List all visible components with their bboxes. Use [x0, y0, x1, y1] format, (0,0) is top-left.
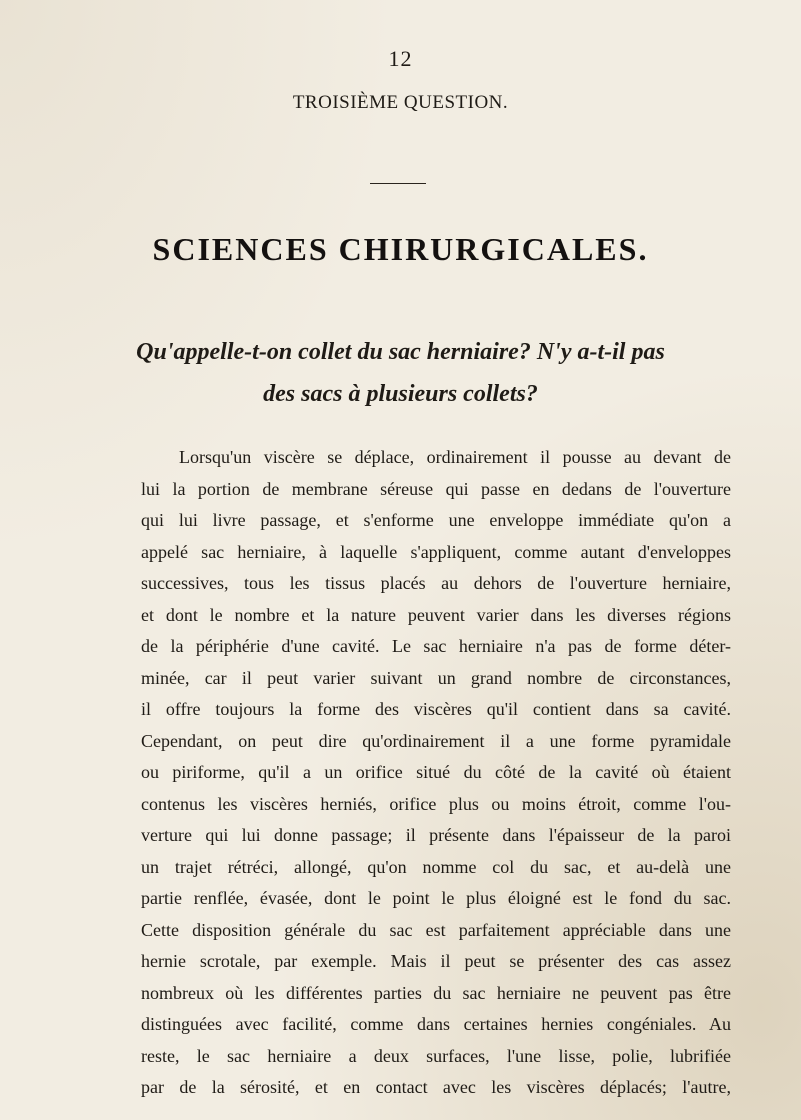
text-line: hernie scrotale, par exemple. Mais il peut se présenter des cas assez — [141, 951, 731, 971]
text-line: successives, tous les tissus placés au dehors de l'ouverture herniaire, — [141, 573, 731, 593]
text-line: ou piriforme, qu'il a un orifice situé du côté de la cavité où étaient — [141, 762, 731, 782]
text-line: minée, car il peut varier suivant un grand nombre de circonstances, — [141, 667, 731, 688]
text-line: Cette disposition générale du sac est parfaitement appréciable dans une — [141, 919, 731, 940]
text-line: reste, le sac herniaire a deux surfaces, l'une lisse, polie, lubrifiée — [141, 1045, 731, 1066]
section-heading: TROISIÈME QUESTION. — [292, 92, 509, 113]
question-heading — [0, 331, 801, 415]
body-paragraph — [141, 442, 731, 1104]
text-line: nombreux où les différentes parties du sac herniaire ne peuvent pas être — [141, 982, 731, 1003]
text-line: Cependant, on peut dire qu'ordinairement il a une forme pyramidale — [141, 730, 731, 751]
text-line: partie renflée, évasée, dont le point le plus éloigné est le fond du sac. — [141, 888, 731, 908]
text-line: appelé sac herniaire, à laquelle s'appliquent, comme autant d'enveloppes — [141, 541, 731, 562]
question-line: Qu'appelle-t-on collet du sac herniaire? N'y a-t-il pas — [136, 339, 665, 365]
text-line: verture qui lui donne passage; il présente dans l'épaisseur de la paroi — [141, 825, 731, 845]
text-line: un trajet rétréci, allongé, qu'on nomme col du sac, et au-delà une — [141, 856, 731, 877]
text-line: il offre toujours la forme des viscères qu'il contient dans sa cavité. — [141, 699, 731, 719]
text-line: contenus les viscères herniés, orifice plus ou moins étroit, comme l'ou- — [141, 793, 731, 814]
text-line: distinguées avec facilité, comme dans certaines hernies congéniales. Au — [141, 1014, 731, 1034]
text-line: Lorsqu'un viscère se déplace, ordinairement il pousse au devant de — [179, 447, 731, 467]
text-line: de la périphérie d'une cavité. Le sac herniaire n'a pas de forme déter- — [141, 636, 731, 656]
text-line: lui la portion de membrane séreuse qui passe en dedans de l'ouverture — [141, 478, 731, 499]
separator-rule — [370, 183, 426, 184]
question-line: des sacs à plusieurs collets? — [263, 381, 538, 407]
main-title: SCIENCES CHIRURGICALES. — [152, 231, 649, 267]
page-number: 12 — [388, 46, 413, 71]
text-line: et dont le nombre et la nature peuvent varier dans les diverses régions — [141, 604, 731, 625]
text-line: par de la sérosité, et en contact avec les viscères déplacés; l'autre, — [141, 1077, 731, 1097]
text-line: qui lui livre passage, et s'enforme une enveloppe immédiate qu'on a — [141, 510, 731, 530]
